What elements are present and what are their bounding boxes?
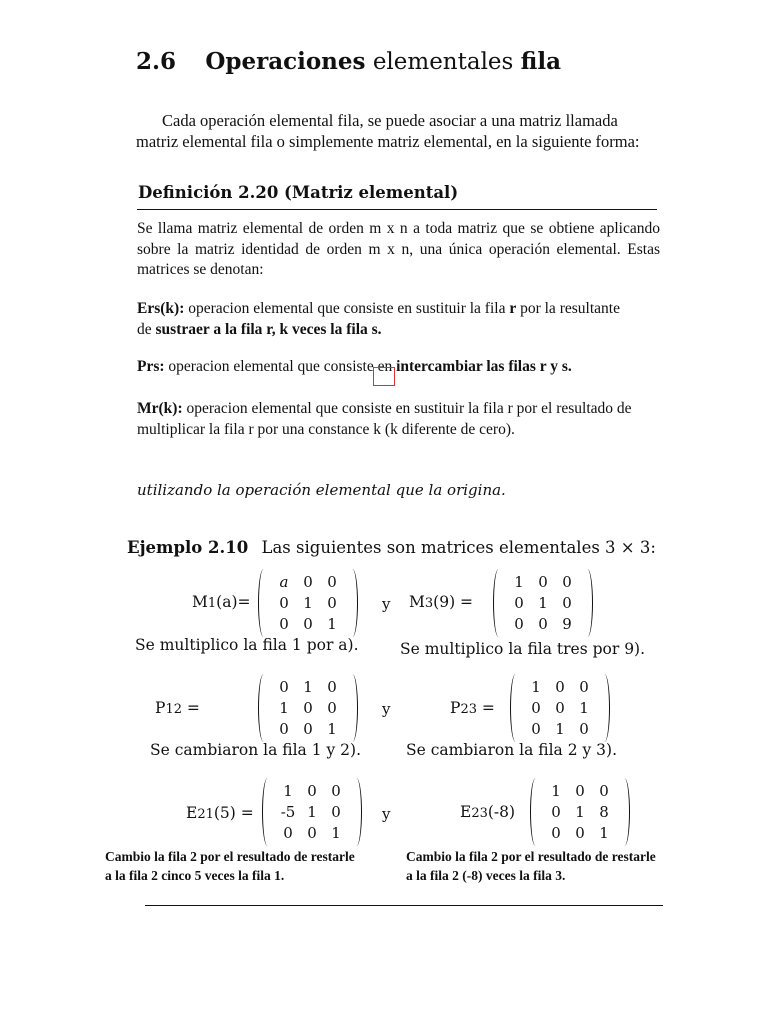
p23-caption: Se cambiaron la fila 2 y 3). [406,741,618,759]
e23-letter: E [460,803,472,821]
ers-text-a: operacion elemental que consiste en sustituir la fila [188,300,506,317]
matrix-e23 [530,781,630,847]
m1-sub: 1 [207,596,217,611]
matrix-cell: 0 [575,824,585,842]
matrix-m1 [258,572,358,638]
e21-letter: E [186,804,198,822]
matrix-cell: 1 [579,699,589,717]
matrix-e21 [262,781,362,847]
mr-paragraph [137,399,637,440]
matrix-cell: 0 [307,782,317,800]
matrix-cell: 0 [279,678,289,696]
prs-label: Prs: [137,358,165,375]
m1-label [192,593,250,611]
matrix-cell: 0 [327,594,337,612]
m1-letter: M [192,593,208,611]
left-bracket [258,569,269,637]
mr-text: operacion elemental que consiste en sustituir la fila r por el resultado de multiplicar la fila r por una constance k (k diferente de cero). [137,400,632,438]
matrix-cell: 1 [531,678,541,696]
matrix-cell: 1 [279,699,289,717]
e23-label [460,803,515,821]
ers-paragraph [137,299,637,340]
m3-label [409,593,473,611]
matrix-cell: 1 [331,824,341,842]
p12-letter: P [155,699,166,717]
example-label: Ejemplo 2.10 [127,538,249,557]
e23-arg: (-8) [487,803,516,821]
example-text: Las siguientes son matrices elementales 3 × 3: [261,538,656,557]
p12-caption: Se cambiaron la fila 1 y 2). [150,741,362,759]
right-bracket [347,674,358,742]
e21-caption-line-1: Cambio la fila 2 por el resultado de restarle [105,849,355,864]
matrix-p12 [258,677,358,743]
connector-y-3: y [382,805,391,823]
p12-label [155,699,200,717]
matrix-cell: 0 [579,720,589,738]
title-word-3: fila [520,48,562,75]
right-bracket [347,569,358,637]
matrix-cell: 0 [307,824,317,842]
right-bracket [599,674,610,742]
matrix-cell: 0 [327,699,337,717]
matrix-cell: 0 [331,782,341,800]
ers-label: Ers(k): [137,300,185,317]
right-bracket [619,778,630,846]
matrix-cell: 0 [599,782,609,800]
right-bracket [582,569,593,637]
matrix-cell: 0 [303,573,313,591]
e21-caption [105,847,355,885]
matrix-cell: 1 [307,803,317,821]
matrix-cell: 9 [562,615,572,633]
matrix-p23 [510,677,610,743]
matrix-grid [544,781,616,844]
matrix-cell: 0 [279,720,289,738]
matrix-cell: 0 [562,573,572,591]
matrix-cell: 0 [279,594,289,612]
matrix-cell: -5 [280,803,296,821]
matrix-grid [507,572,579,635]
right-bracket [351,778,362,846]
bottom-rule [145,905,663,906]
p23-label [450,699,495,717]
section-title [136,48,561,75]
e23-caption-line-2: a la fila 2 (-8) veces la fila 3. [406,868,566,883]
matrix-cell: 0 [514,615,524,633]
p23-letter: P [450,699,461,717]
matrix-cell: 0 [327,573,337,591]
title-word-2: elementales [372,49,514,75]
matrix-cell: 1 [514,573,524,591]
matrix-cell: 1 [303,594,313,612]
m3-caption: Se multiplico la fila tres por 9). [400,640,646,658]
matrix-cell: 0 [279,615,289,633]
matrix-cell: 0 [538,573,548,591]
ers-text-b: por la resultante de [137,300,620,338]
matrix-cell: 1 [555,720,565,738]
matrix-cell: 0 [551,803,561,821]
prs-bold: intercambiar las filas r y s. [396,358,572,375]
matrix-cell: 1 [538,594,548,612]
matrix-grid [272,677,344,740]
title-word-1: Operaciones [205,48,366,75]
e21-sub: 21 [197,807,214,822]
left-bracket [510,674,521,742]
matrix-cell: 0 [555,678,565,696]
e23-sub: 23 [471,806,488,821]
ers-bold: sustraer a la fila r, k veces la fila s. [155,320,382,338]
matrix-cell: 0 [327,678,337,696]
intro-paragraph: Cada operación elemental fila, se puede asociar a una matriz llamada matriz elemental fila o simplemente matriz elemental, en la siguiente forma: [136,111,640,151]
definition-rule [137,209,657,210]
m3-letter: M [409,593,425,611]
matrix-cell: 1 [283,782,293,800]
matrix-cell: 1 [327,720,337,738]
e21-label [186,804,254,822]
p23-sub: 23 [460,702,477,717]
matrix-cell: 8 [599,803,609,821]
m1-caption: Se multiplico la fila 1 por a). [135,636,359,654]
matrix-cell: 0 [331,803,341,821]
highlight-box [373,367,395,386]
matrix-cell: 0 [579,678,589,696]
matrix-grid [272,572,344,635]
matrix-cell: a [279,573,289,591]
matrix-grid [524,677,596,740]
matrix-cell: 0 [551,824,561,842]
matrix-cell: 0 [531,720,541,738]
left-bracket [258,674,269,742]
italic-note: utilizando la operación elemental que la origina. [137,481,506,499]
matrix-m3 [493,572,593,638]
e23-caption [406,847,656,885]
definition-heading: Definición 2.20 (Matriz elemental) [138,183,459,202]
prs-paragraph [137,357,667,378]
matrix-cell: 0 [562,594,572,612]
connector-y-1: y [382,595,391,613]
left-bracket [262,778,273,846]
matrix-cell: 1 [599,824,609,842]
m3-sub: 3 [424,596,434,611]
matrix-cell: 0 [303,699,313,717]
matrix-cell: 1 [575,803,585,821]
e21-caption-line-2: a la fila 2 cinco 5 veces la fila 1. [105,868,285,883]
matrix-cell: 1 [551,782,561,800]
matrix-cell: 0 [575,782,585,800]
mr-label: Mr(k): [137,400,183,417]
matrix-cell: 0 [303,720,313,738]
prs-text: operacion elemental que consiste en [168,358,393,375]
definition-body: Se llama matriz elemental de orden m x n a toda matriz que se obtiene aplicando sobre la matriz identidad de orden m x n, una única operación elemental. Estas matrices se denotan: [137,220,660,278]
matrix-cell: 0 [531,699,541,717]
left-bracket [530,778,541,846]
matrix-grid [276,781,348,844]
left-bracket [493,569,504,637]
m1-arg: (a)= [216,593,251,611]
p23-arg: = [476,699,495,717]
p12-arg: = [181,699,200,717]
e21-arg: (5) = [213,804,254,822]
connector-y-2: y [382,700,391,718]
matrix-cell: 0 [514,594,524,612]
matrix-cell: 1 [327,615,337,633]
matrix-cell: 0 [283,824,293,842]
matrix-cell: 1 [303,678,313,696]
matrix-cell: 0 [555,699,565,717]
section-number: 2.6 [136,48,177,75]
matrix-cell: 0 [303,615,313,633]
m3-arg: (9) = [433,593,474,611]
p12-sub: 12 [165,702,182,717]
example-heading [127,538,656,557]
matrix-cell: 0 [538,615,548,633]
ers-r: r [509,300,517,317]
e23-caption-line-1: Cambio la fila 2 por el resultado de restarle [406,849,656,864]
